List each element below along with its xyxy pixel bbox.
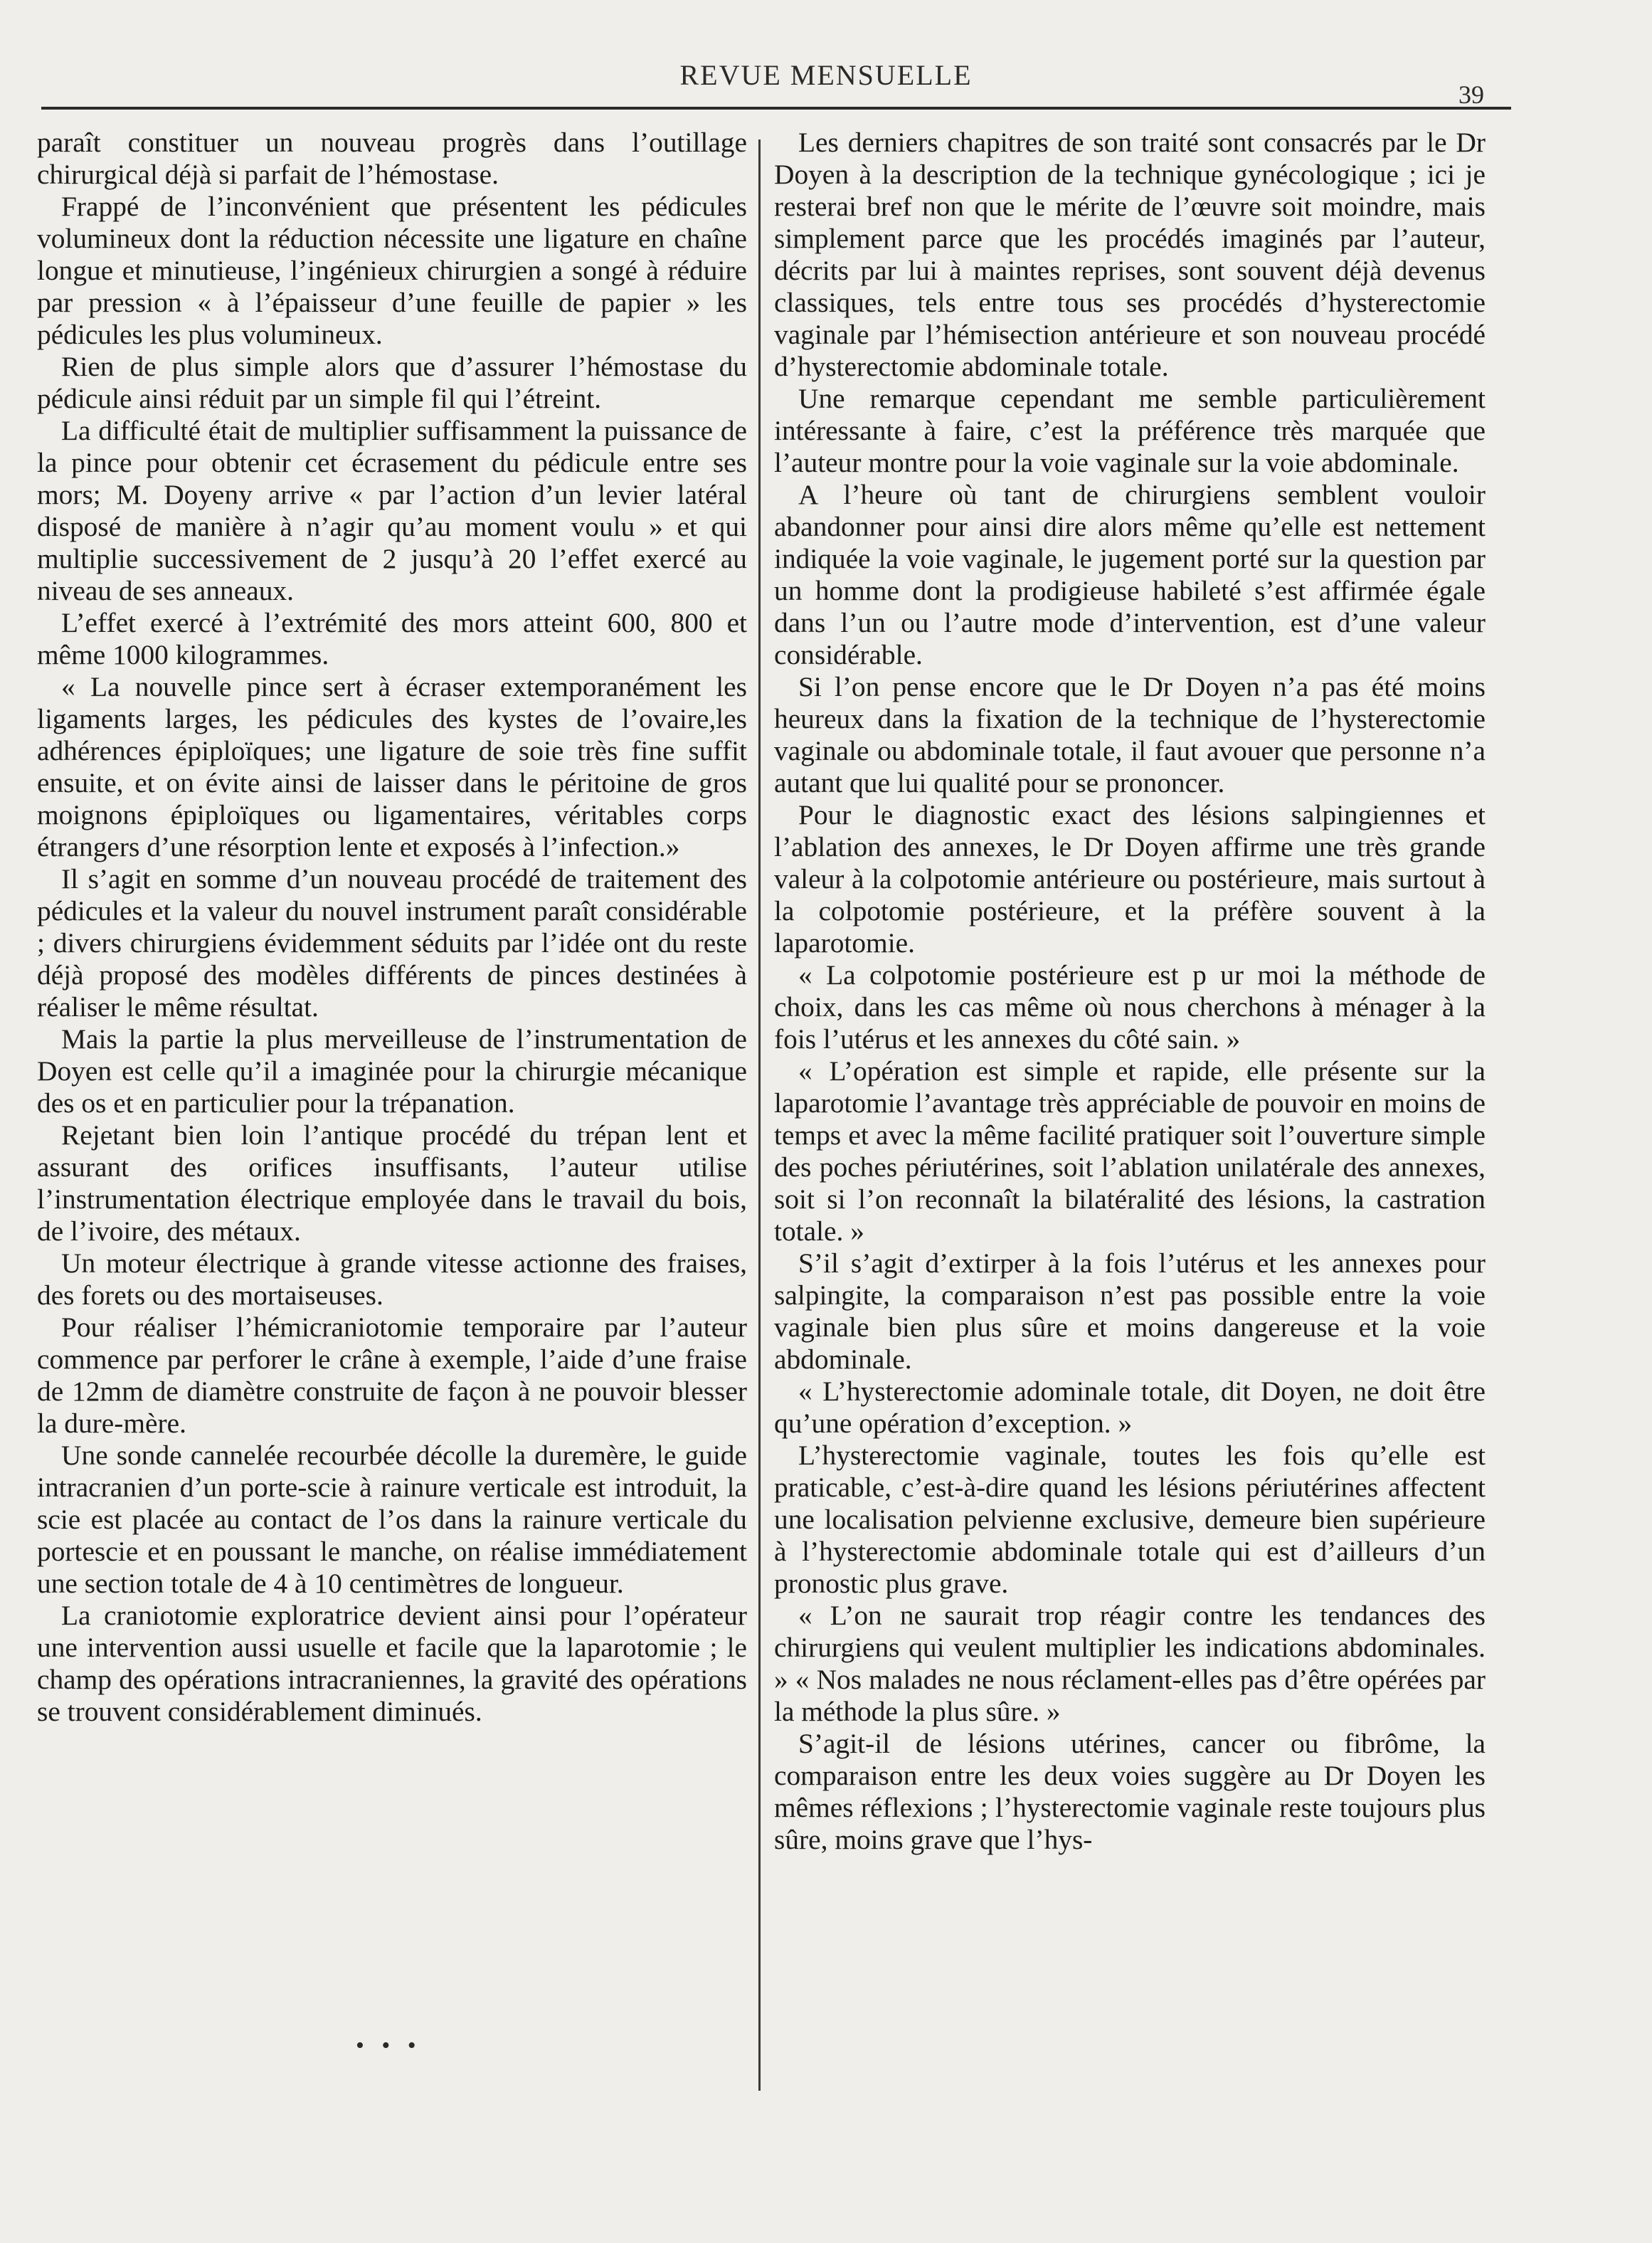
paragraph: A l’heure où tant de chirurgiens semblent vouloir abandonner pour ainsi dire alors même qu’elle est nettement indiquée la voie vaginale, le jugement porté sur la question par un homme dont la prodigieuse habileté s’est affirmée égale dans l’un ou l’autre mode d’intervention, est d’une valeur considérable. xyxy=(774,479,1486,670)
paragraph: Rien de plus simple alors que d’assurer l’hémostase du pédicule ainsi réduit par un simple fil qui l’étreint. xyxy=(37,351,747,414)
journal-title: REVUE MENSUELLE xyxy=(679,59,973,91)
paragraph: S’agit-il de lésions utérines, cancer ou fibrôme, la comparaison entre les deux voies suggère au Dr Doyen les mêmes réflexions ; l’hysterectomie vaginale reste toujours plus sûre, moins grave que l’hys- xyxy=(774,1728,1486,1855)
paragraph: L’effet exercé à l’extrémité des mors atteint 600, 800 et même 1000 kilogrammes. xyxy=(37,607,747,670)
running-head xyxy=(0,0,1652,121)
paragraph: « L’opération est simple et rapide, elle présente sur la laparotomie l’avantage très appréciable de pouvoir en moins de temps et avec la même facilité pratiquer soit l’ouverture simple des poches périutérines, soit l’ablation unilatérale des annexes, soit si l’on reconnaît la bilatéralité des lésions, la castration totale. » xyxy=(774,1055,1486,1247)
paragraph: La difficulté était de multiplier suffisamment la puissance de la pince pour obtenir cet écrasement du pédicule entre ses mors; M. Doyeny arrive « par l’action d’un levier latéral disposé de manière à n’agir qu’au moment voulu » et qui multiplie successivement de 2 jusqu’à 20 l’effet exercé au niveau de ses anneaux. xyxy=(37,415,747,606)
column-divider xyxy=(758,139,761,2091)
paragraph: « La colpotomie postérieure est p ur moi la méthode de choix, dans les cas même où nous cherchons à ménager à la fois l’utérus et les annexes du côté sain. » xyxy=(774,959,1486,1055)
paragraph: Il s’agit en somme d’un nouveau procédé de traitement des pédicules et la valeur du nouvel instrument paraît considérable ; divers chirurgiens évidemment séduits par l’idée ont du reste déjà proposé des modèles différents de pinces destinées à réaliser le même résultat. xyxy=(37,863,747,1023)
section-end-ornament: • • • xyxy=(356,2032,422,2059)
paragraph: S’il s’agit d’extirper à la fois l’utérus et les annexes pour salpingite, la comparaison n’est pas possible entre la voie vaginale bien plus sûre et moins dangereuse et la voie abdominale. xyxy=(774,1247,1486,1375)
right-column xyxy=(774,127,1486,1856)
paragraph: « L’on ne saurait trop réagir contre les tendances des chirurgiens qui veulent multiplier les indications abdominales. » « Nos malades ne nous réclament-elles pas d’être opérées par la méthode la plus sûre. » xyxy=(774,1600,1486,1727)
paragraph: Rejetant bien loin l’antique procédé du trépan lent et assurant des orifices insuffisants, l’auteur utilise l’instrumentation électrique employée dans le travail du bois, de l’ivoire, des métaux. xyxy=(37,1119,747,1247)
paragraph: La craniotomie exploratrice devient ainsi pour l’opérateur une intervention aussi usuelle et facile que la laparotomie ; le champ des opérations intracraniennes, la gravité des opérations se trouvent considérablement diminués. xyxy=(37,1600,747,1727)
paragraph: « La nouvelle pince sert à écraser extemporanément les ligaments larges, les pédicules des kystes de l’ovaire,les adhérences épiploïques; une ligature de soie très fine suffit ensuite, et on évite ainsi de laisser dans le péritoine de gros moignons épiploïques ou ligamentaires, véritables corps étrangers d’une résorption lente et exposés à l’infection.» xyxy=(37,671,747,862)
paragraph: « L’hysterectomie adominale totale, dit Doyen, ne doit être qu’une opération d’exception. » xyxy=(774,1376,1486,1439)
paragraph: Frappé de l’inconvénient que présentent les pédicules volumineux dont la réduction nécessite une ligature en chaîne longue et minutieuse, l’ingénieux chirurgien a songé à réduire par pression « à l’épaisseur d’une feuille de papier » les pédicules les plus volumineux. xyxy=(37,191,747,350)
header-rule xyxy=(41,107,1511,110)
paragraph: Une remarque cependant me semble particulièrement intéressante à faire, c’est la préférence très marquée que l’auteur montre pour la voie vaginale sur la voie abdominale. xyxy=(774,383,1486,478)
paragraph: Pour réaliser l’hémicraniotomie temporaire par l’auteur commence par perforer le crâne à exemple, l’aide d’une fraise de 12mm de diamètre construite de façon à ne pouvoir blesser la dure-mère. xyxy=(37,1312,747,1439)
paragraph: L’hysterectomie vaginale, toutes les fois qu’elle est praticable, c’est-à-dire quand les lésions périutérines affectent une localisation pelvienne exclusive, demeure bien supérieure à l’hysterectomie abdominale totale qui est d’ailleurs d’un pronostic plus grave. xyxy=(774,1440,1486,1599)
paragraph: Les derniers chapitres de son traité sont consacrés par le Dr Doyen à la description de la technique gynécologique ; ici je resterai bref non que le mérite de l’œuvre soit moindre, mais simplement parce que les procédés imaginés par l’auteur, décrits par lui à maintes reprises, sont souvent déjà devenus classiques, tels entre tous ses procédés d’hysterectomie vaginale par l’hémisection antérieure et son nouveau procédé d’hysterectomie abdominale totale. xyxy=(774,127,1486,382)
paragraph: paraît constituer un nouveau progrès dans l’outillage chirurgical déjà si parfait de l’hémostase. xyxy=(37,127,747,190)
left-column xyxy=(37,127,747,1728)
page-number: 39 xyxy=(1458,80,1484,109)
paragraph: Mais la partie la plus merveilleuse de l’instrumentation de Doyen est celle qu’il a imaginée pour la chirurgie mécanique des os et en particulier pour la trépanation. xyxy=(37,1023,747,1119)
paragraph: Pour le diagnostic exact des lésions salpingiennes et l’ablation des annexes, le Dr Doyen affirme une très grande valeur à la colpotomie antérieure ou postérieure, mais surtout à la colpotomie postérieure, et la préfère souvent à la laparotomie. xyxy=(774,799,1486,959)
paragraph: Un moteur électrique à grande vitesse actionne des fraises, des forets ou des mortaiseuses. xyxy=(37,1247,747,1311)
paragraph: Si l’on pense encore que le Dr Doyen n’a pas été moins heureux dans la fixation de la technique de l’hysterectomie vaginale ou abdominale totale, il faut avouer que personne n’a autant que lui qualité pour se prononcer. xyxy=(774,671,1486,798)
paragraph: Une sonde cannelée recourbée décolle la duremère, le guide intracranien d’un porte-scie à rainure verticale est introduit, la scie est placée au contact de l’os dans la rainure verticale du portescie et en poussant le manche, on réalise immédiatement une section totale de 4 à 10 centimètres de longueur. xyxy=(37,1440,747,1599)
